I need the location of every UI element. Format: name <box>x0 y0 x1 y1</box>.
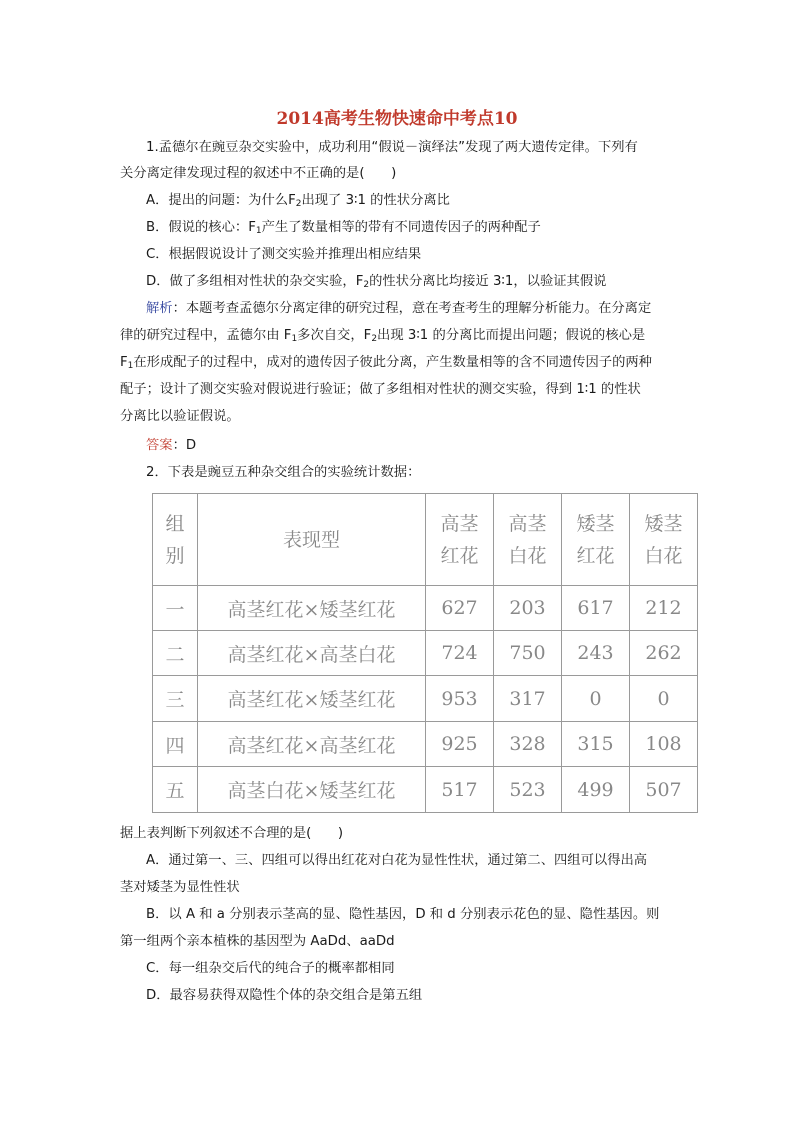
row-cross: 高茎红花×高茎红花 <box>198 722 426 767</box>
header-col-4-line2: 白花 <box>644 544 683 567</box>
q1-answer <box>146 436 706 456</box>
row-cross: 高茎红花×矮茎红花 <box>198 676 426 722</box>
q2-stem: 2．下表是豌豆五种杂交组合的实验统计数据： <box>146 465 421 480</box>
q1-stem-line1: 1.孟德尔在豌豆杂交实验中，成功利用“假说－演绎法”发现了两大遗传定律。下列有 <box>146 140 638 155</box>
analysis-text: 律的研究过程中，孟德尔由 F <box>120 328 292 343</box>
q2-option-b-line1: B．以 A 和 a 分别表示茎高的显、隐性基因，D 和 d 分别表示花色的显、隐性基因。则 <box>146 907 660 922</box>
header-group-char: 组 <box>165 512 185 535</box>
row-value: 243 <box>562 631 630 676</box>
table-header-row <box>153 494 698 586</box>
header-col-4 <box>630 494 698 586</box>
row-value: 315 <box>562 722 630 767</box>
q1-option-d <box>146 272 706 295</box>
header-col-1 <box>426 494 494 586</box>
row-value: 317 <box>494 676 562 722</box>
subscript: 1 <box>127 361 134 371</box>
row-group: 五 <box>153 767 198 813</box>
header-col-1-line2: 红花 <box>440 544 479 567</box>
q1-option-b <box>146 218 706 241</box>
analysis-text: 出现 3∶1 的分离比而提出问题；假说的核心是 <box>377 328 646 343</box>
answer-value: ：D <box>172 438 197 453</box>
header-col-2-line2: 白花 <box>508 544 547 567</box>
header-group <box>153 494 198 586</box>
row-group: 三 <box>153 676 198 722</box>
header-group-char: 别 <box>165 544 185 567</box>
header-col-1-line1: 高茎 <box>440 512 479 535</box>
q1-option-d-text2: 的性状分离比均接近 3∶1，以验证其假说 <box>369 274 607 289</box>
analysis-text: 多次自交，F <box>297 328 372 343</box>
table-row <box>153 586 698 631</box>
q1-analysis-line2 <box>120 326 680 349</box>
q1-analysis-line1 <box>146 299 706 319</box>
q1-option-a <box>146 191 706 214</box>
analysis-text: F <box>120 355 128 370</box>
table-row <box>153 722 698 767</box>
q1-option-c: C．根据假说设计了测交实验并推理出相应结果 <box>146 247 422 262</box>
subscript: 1 <box>255 226 262 236</box>
row-value: 499 <box>562 767 630 813</box>
row-group: 一 <box>153 586 198 631</box>
table-row <box>153 631 698 676</box>
row-value: 507 <box>630 767 698 813</box>
row-value: 212 <box>630 586 698 631</box>
row-value: 0 <box>630 676 698 722</box>
q1-option-b-text: B．假说的核心：F <box>146 220 256 235</box>
row-cross: 高茎红花×高茎白花 <box>198 631 426 676</box>
header-col-2-line1: 高茎 <box>508 512 547 535</box>
page-title: 2014高考生物快速命中考点10 <box>276 109 518 129</box>
cross-data-table <box>152 493 698 813</box>
subscript: 1 <box>291 334 298 344</box>
table-row <box>153 676 698 722</box>
row-value: 750 <box>494 631 562 676</box>
analysis-text: 在形成配子的过程中，成对的遗传因子彼此分离，产生数量相等的含不同遗传因子的两种 <box>133 355 652 370</box>
row-cross: 高茎白花×矮茎红花 <box>198 767 426 813</box>
q2-option-b-line2: 第一组两个亲本植株的基因型为 AaDd、aaDd <box>120 934 395 949</box>
analysis-label: 解析 <box>146 301 173 316</box>
q1-analysis-line4: 配子；设计了测交实验对假说进行验证；做了多组相对性状的测交实验，得到 1∶1 的性状 <box>120 382 641 397</box>
header-col-2 <box>494 494 562 586</box>
analysis-text: ：本题考查孟德尔分离定律的研究过程，意在考查考生的理解分析能力。在分离定 <box>172 301 652 316</box>
header-col-3-line2: 红花 <box>576 544 615 567</box>
q2-option-c: C．每一组杂交后代的纯合子的概率都相同 <box>146 961 395 976</box>
row-value: 0 <box>562 676 630 722</box>
q1-option-d-text: D．做了多组相对性状的杂交实验，F <box>146 274 364 289</box>
q1-stem-line2: 关分离定律发现过程的叙述中不正确的是( ) <box>120 166 397 181</box>
header-col-3-line1: 矮茎 <box>576 512 615 535</box>
subscript: 2 <box>295 199 302 209</box>
header-col-3 <box>562 494 630 586</box>
row-value: 953 <box>426 676 494 722</box>
row-value: 328 <box>494 722 562 767</box>
q2-after-stem: 据上表判断下列叙述不合理的是( ) <box>120 826 344 841</box>
answer-label: 答案 <box>146 438 173 453</box>
row-value: 925 <box>426 722 494 767</box>
q2-option-d: D．最容易获得双隐性个体的杂交组合是第五组 <box>146 988 423 1003</box>
table-row <box>153 767 698 813</box>
q1-analysis-line5: 分离比以验证假说。 <box>120 409 240 424</box>
subscript: 2 <box>371 334 378 344</box>
row-value: 517 <box>426 767 494 813</box>
header-col-4-line1: 矮茎 <box>644 512 683 535</box>
q1-option-b-text2: 产生了数量相等的带有不同遗传因子的两种配子 <box>261 220 541 235</box>
row-value: 262 <box>630 631 698 676</box>
q2-option-a-line2: 茎对矮茎为显性性状 <box>120 880 240 895</box>
q2-option-a-line1: A．通过第一、三、四组可以得出红花对白花为显性性状，通过第二、四组可以得出高 <box>146 853 648 868</box>
header-phenotype: 表现型 <box>198 494 426 586</box>
row-value: 523 <box>494 767 562 813</box>
row-value: 617 <box>562 586 630 631</box>
row-value: 627 <box>426 586 494 631</box>
q1-option-a-text2: 出现了 3∶1 的性状分离比 <box>301 193 450 208</box>
subscript: 2 <box>363 280 370 290</box>
row-value: 108 <box>630 722 698 767</box>
row-group: 四 <box>153 722 198 767</box>
row-value: 724 <box>426 631 494 676</box>
q1-option-a-text: A．提出的问题：为什么F <box>146 193 296 208</box>
q1-analysis-line3 <box>120 353 680 376</box>
row-cross: 高茎红花×矮茎红花 <box>198 586 426 631</box>
row-group: 二 <box>153 631 198 676</box>
row-value: 203 <box>494 586 562 631</box>
